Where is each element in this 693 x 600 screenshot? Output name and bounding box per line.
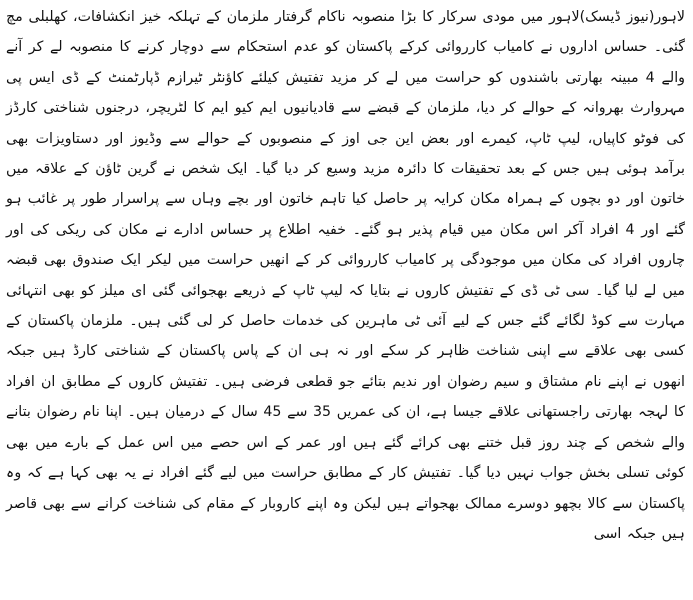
article-body-text: لاہور(نیوز ڈیسک)لاہور میں مودی سرکار کا بڑا منصوبہ ناکام گرفتار ملزمان کے تہلکہ خیز انکشافات، کھلبلی مچ گئی۔ حساس اداروں نے کامیاب کارروائی کرکے پاکستان کو عدم استحکام سے دوچار کرنے کا منصوبہ لے کر آنے والے 4 مبینہ بھارتی باشندوں کو حراست میں لے کر مزید تفتیش کیلئے کاؤنٹر ٹیرازم ڈپارٹمنٹ کے ڈی ایس پی مہروارث بھروانہ کے حوالے کر دیا، ملزمان کے قبضے سے قادیانیوں ایم کیو ایم کا لٹریچر، درجنوں شناختی کارڈز کی فوٹو کاپیاں، لیپ ٹاپ، کیمرے اور بعض این جی اوز کے منصوبوں کے حوالے سے وڈیوز اور دستاویزات بھی برآمد ہوئی ہیں جس کے بعد تحقیقات کا دائرہ مزید وسیع کر دیا گیا۔ ایک شخص نے گرین ٹاؤن کے علاقہ میں خاتون اور دو بچوں کے ہمراہ مکان کرایہ پر حاصل کیا تاہم خاتون اور بچے وہاں سے پراسرار طور پر غائب ہو گئے اور 4 افراد آکر اس مکان میں قیام پذیر ہو گئے۔ خفیہ اطلاع پر حساس ادارے نے مکان کی ریکی کی اور چاروں افراد کی مکان میں موجودگی پر کامیاب کارروائی کر کے انھیں حراست میں لیکر ایک صندوق بھی قبضہ میں لے لیا گیا۔ سی ٹی ڈی کے تفتیش کاروں نے بتایا کہ لیپ ٹاپ کے ذریعے بھجوائی گئی ای میلز کو بھی انتہائی مہارت سے کوڈ لگائے گئے جس کے لیے آئی ٹی ماہرین کی خدمات حاصل کر لی گئی ہیں۔ ملزمان پاکستان کے کسی بھی علاقے سے اپنی شناخت ظاہر کر سکے اور نہ ہی ان کے پاس پاکستان کے شناختی کارڈ ہیں جبکہ انھوں نے اپنے نام مشتاق و سیم رضوان اور ندیم بتائے جو قطعی فرضی ہیں۔ تفتیش کاروں کے مطابق ان افراد کا لہجہ بھارتی راجستھانی علاقے جیسا ہے، ان کی عمریں 35 سے 45 سال کے درمیان ہیں۔ اپنا نام رضوان بتانے والے شخص کے چند روز قبل ختنے بھی کرائے گئے ہیں اور عمر کے اس حصے میں اس عمل کے بارے میں بھی کوئی تسلی بخش جواب نہیں دیا گیا۔ تفتیش کار کے مطابق حراست میں لیے گئے افراد نے یہ بھی کہا ہے کہ وہ پاکستان سے کالا بچھو دوسرے ممالک بھجواتے ہیں لیکن وہ اپنے کاروبار کے مقام کی شناخت کرانے سے بھی قاصر ہیں جبکہ اسی [6, 9, 686, 542]
news-article [6, 2, 685, 549]
